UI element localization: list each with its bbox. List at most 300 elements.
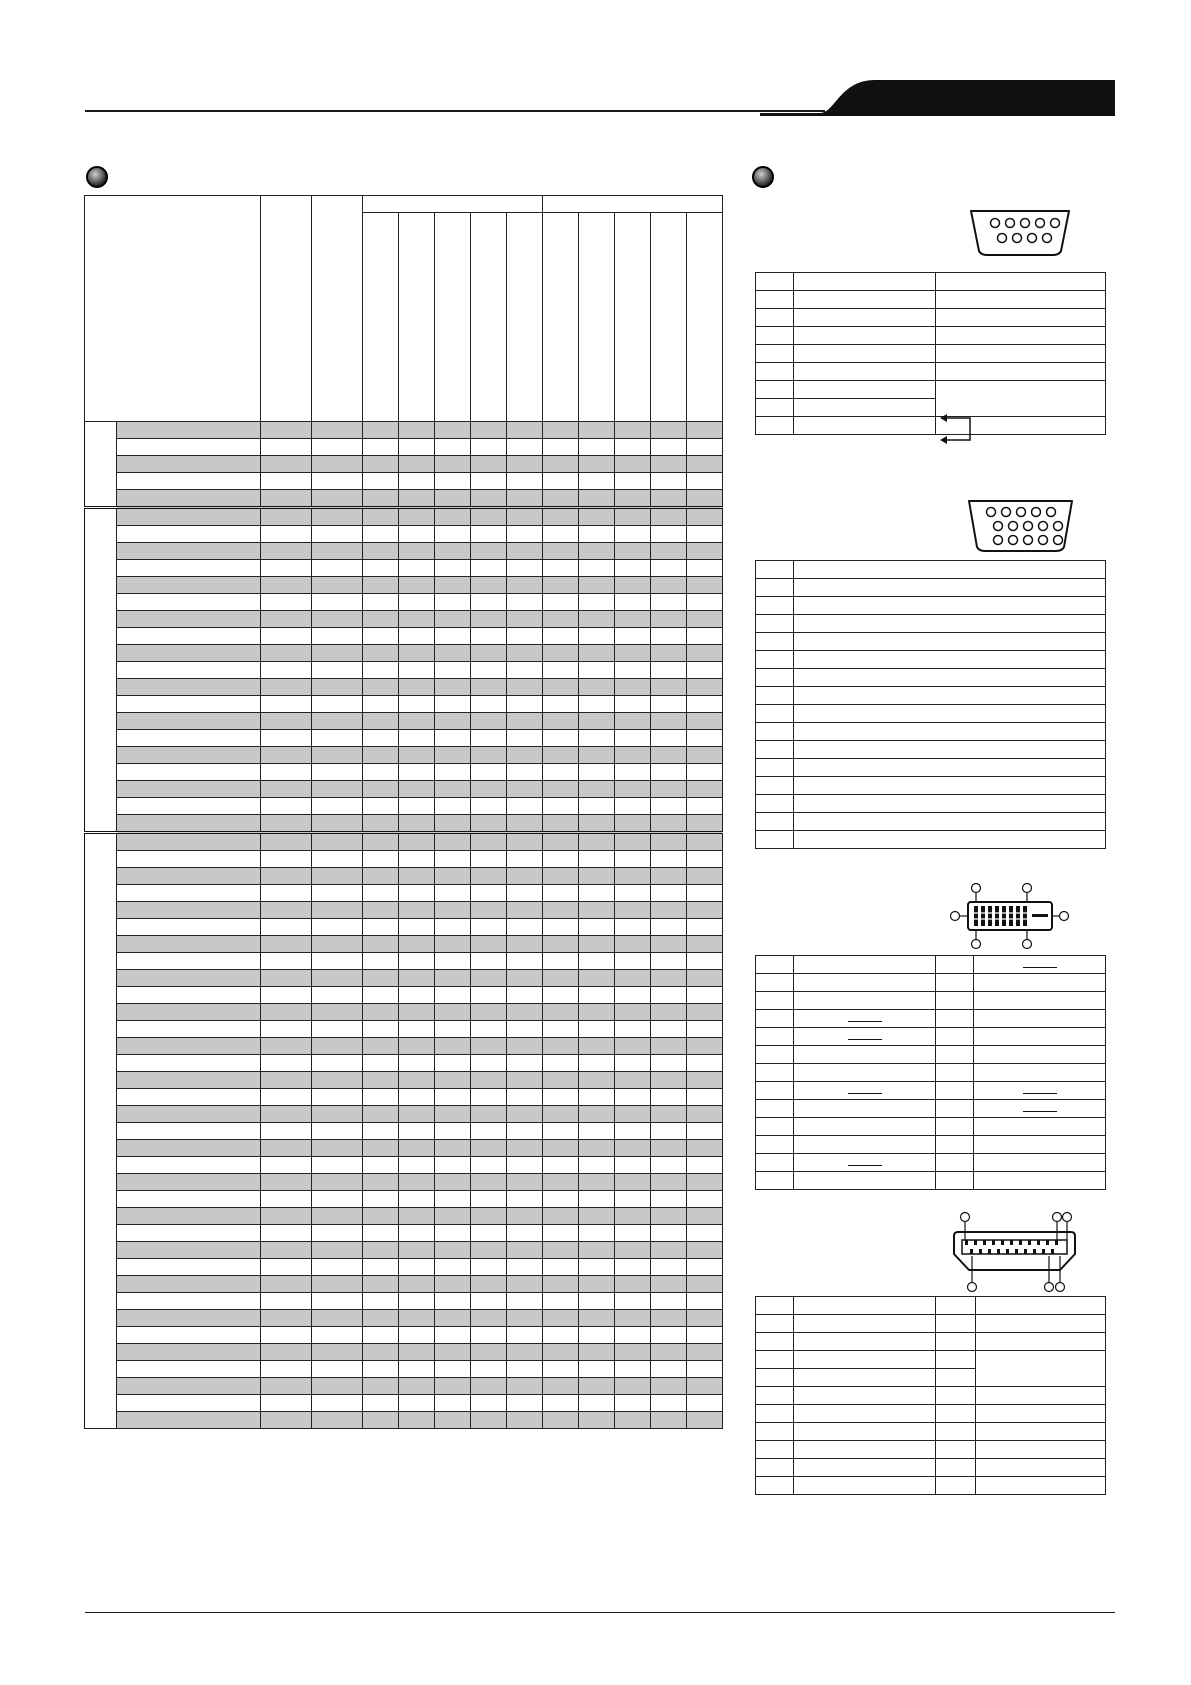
table-cell xyxy=(651,526,687,543)
table-cell xyxy=(507,1378,543,1395)
pin-cell xyxy=(756,741,794,759)
table-cell xyxy=(579,645,615,662)
table-cell xyxy=(543,902,579,919)
table-cell xyxy=(651,456,687,473)
table-cell xyxy=(261,1191,312,1208)
table-cell xyxy=(579,851,615,868)
pin-cell xyxy=(794,1315,936,1333)
pin-cell xyxy=(936,1405,976,1423)
table-cell xyxy=(507,628,543,645)
table-cell xyxy=(615,628,651,645)
table-cell xyxy=(399,747,435,764)
pin-cell xyxy=(794,1405,936,1423)
pin-row xyxy=(756,974,1106,992)
table-cell xyxy=(312,422,363,439)
table-cell xyxy=(687,1344,723,1361)
table-cell xyxy=(363,439,399,456)
table-cell xyxy=(615,594,651,611)
table-cell xyxy=(615,1089,651,1106)
table-cell xyxy=(261,1225,312,1242)
table-cell xyxy=(399,473,435,490)
table-cell xyxy=(687,1242,723,1259)
table-cell xyxy=(471,953,507,970)
d-sub-15-pin-table xyxy=(755,560,1106,849)
header-subcell xyxy=(471,213,507,422)
table-row xyxy=(85,1140,723,1157)
table-cell xyxy=(615,526,651,543)
table-cell xyxy=(651,747,687,764)
table-cell xyxy=(687,919,723,936)
table-cell xyxy=(312,1140,363,1157)
table-cell xyxy=(363,1361,399,1378)
table-cell xyxy=(117,422,261,439)
table-cell xyxy=(543,730,579,747)
dvi-connector-icon xyxy=(948,880,1078,952)
table-cell xyxy=(615,868,651,885)
pin-row xyxy=(756,1297,1106,1315)
pin-row xyxy=(756,327,1106,345)
pin-cell xyxy=(794,813,1106,831)
header-subcell xyxy=(399,213,435,422)
pin-cell xyxy=(756,1046,794,1064)
table-cell xyxy=(507,594,543,611)
table-row xyxy=(85,781,723,798)
pin-cell xyxy=(936,1100,974,1118)
table-row xyxy=(85,747,723,764)
table-cell xyxy=(117,1259,261,1276)
table-cell xyxy=(399,439,435,456)
table-cell xyxy=(471,1089,507,1106)
pin-cell xyxy=(936,974,974,992)
table-cell xyxy=(579,1123,615,1140)
table-cell xyxy=(687,1378,723,1395)
table-cell xyxy=(615,1310,651,1327)
table-cell xyxy=(507,490,543,508)
table-row xyxy=(85,508,723,526)
table-cell xyxy=(261,713,312,730)
table-cell xyxy=(435,662,471,679)
table-cell xyxy=(312,798,363,815)
table-cell xyxy=(543,628,579,645)
table-cell xyxy=(687,628,723,645)
table-cell xyxy=(507,815,543,833)
table-cell xyxy=(435,1259,471,1276)
table-cell xyxy=(435,730,471,747)
table-row xyxy=(85,696,723,713)
table-cell xyxy=(579,1021,615,1038)
table-cell xyxy=(507,1412,543,1429)
table-cell xyxy=(435,1225,471,1242)
table-row xyxy=(85,628,723,645)
table-cell xyxy=(507,1157,543,1174)
pin-row xyxy=(756,273,1106,291)
table-cell xyxy=(261,1259,312,1276)
table-cell xyxy=(615,902,651,919)
table-cell xyxy=(312,679,363,696)
overline-mark xyxy=(1023,1111,1057,1112)
table-cell xyxy=(471,833,507,851)
pin-cell xyxy=(756,705,794,723)
dvi-pin-table xyxy=(755,955,1106,1190)
table-cell xyxy=(435,560,471,577)
table-cell xyxy=(363,1191,399,1208)
table-cell xyxy=(543,1242,579,1259)
table-cell xyxy=(399,422,435,439)
table-cell xyxy=(261,662,312,679)
table-cell xyxy=(471,577,507,594)
table-cell xyxy=(579,577,615,594)
table-cell xyxy=(687,679,723,696)
table-cell xyxy=(471,764,507,781)
table-cell xyxy=(399,764,435,781)
table-cell xyxy=(399,1361,435,1378)
pin-row xyxy=(756,1441,1106,1459)
pin-cell xyxy=(936,1010,974,1028)
table-cell xyxy=(687,970,723,987)
table-cell xyxy=(312,1310,363,1327)
table-cell xyxy=(261,594,312,611)
table-cell xyxy=(579,560,615,577)
table-cell xyxy=(471,868,507,885)
table-cell xyxy=(261,781,312,798)
table-cell xyxy=(117,473,261,490)
table-cell xyxy=(117,1293,261,1310)
table-cell xyxy=(579,662,615,679)
pin-row xyxy=(756,831,1106,849)
table-row xyxy=(85,953,723,970)
pin-row xyxy=(756,795,1106,813)
table-cell xyxy=(507,851,543,868)
table-cell xyxy=(651,1157,687,1174)
pin-row xyxy=(756,669,1106,687)
table-cell xyxy=(687,833,723,851)
table-cell xyxy=(312,1055,363,1072)
table-cell xyxy=(651,662,687,679)
table-cell xyxy=(399,1174,435,1191)
table-cell xyxy=(117,1310,261,1327)
table-cell xyxy=(435,1242,471,1259)
table-cell xyxy=(651,1327,687,1344)
table-cell xyxy=(543,833,579,851)
pin-cell xyxy=(756,291,794,309)
table-cell xyxy=(507,1361,543,1378)
table-cell xyxy=(261,611,312,628)
table-cell xyxy=(261,1123,312,1140)
d-sub-9-pin-table xyxy=(755,272,1106,435)
table-cell xyxy=(117,987,261,1004)
table-row xyxy=(85,1225,723,1242)
table-cell xyxy=(261,970,312,987)
pin-cell xyxy=(794,1064,936,1082)
table-cell xyxy=(615,970,651,987)
table-cell xyxy=(615,1191,651,1208)
table-cell xyxy=(117,611,261,628)
pin-cell xyxy=(794,1136,936,1154)
pin-cell xyxy=(936,1387,976,1405)
header-subcell xyxy=(651,213,687,422)
table-cell xyxy=(579,1344,615,1361)
table-cell xyxy=(687,1055,723,1072)
pin-cell xyxy=(936,291,1106,309)
table-cell xyxy=(261,1361,312,1378)
table-cell xyxy=(312,902,363,919)
table-cell xyxy=(651,1310,687,1327)
pin-cell xyxy=(756,1082,794,1100)
table-cell xyxy=(399,526,435,543)
table-cell xyxy=(615,1123,651,1140)
table-cell xyxy=(471,1344,507,1361)
pin-cell xyxy=(936,992,974,1010)
pin-row xyxy=(756,1423,1106,1441)
pin-cell xyxy=(756,1387,794,1405)
table-cell xyxy=(471,1174,507,1191)
header-row xyxy=(85,196,723,213)
pin-row xyxy=(756,1405,1106,1423)
table-cell xyxy=(471,1123,507,1140)
table-cell xyxy=(543,885,579,902)
table-cell xyxy=(261,1327,312,1344)
table-cell xyxy=(543,422,579,439)
pin-cell xyxy=(936,1154,974,1172)
table-cell xyxy=(651,1089,687,1106)
table-cell xyxy=(117,1123,261,1140)
table-cell xyxy=(435,473,471,490)
table-cell xyxy=(117,1225,261,1242)
pin-row xyxy=(756,1154,1106,1172)
table-cell xyxy=(687,1293,723,1310)
pin-cell xyxy=(794,1100,936,1118)
hdmi-pin-table xyxy=(755,1296,1106,1495)
pin-cell xyxy=(794,579,1106,597)
pin-cell xyxy=(936,273,1106,291)
table-cell xyxy=(363,543,399,560)
pin-cell xyxy=(756,1477,794,1495)
table-cell xyxy=(651,1276,687,1293)
table-cell xyxy=(615,473,651,490)
table-cell xyxy=(117,490,261,508)
table-row xyxy=(85,1361,723,1378)
table-cell xyxy=(312,628,363,645)
table-cell xyxy=(117,798,261,815)
table-cell xyxy=(651,1225,687,1242)
table-cell xyxy=(471,1259,507,1276)
table-cell xyxy=(579,1157,615,1174)
table-cell xyxy=(117,645,261,662)
table-row xyxy=(85,422,723,439)
table-cell xyxy=(507,526,543,543)
table-cell xyxy=(507,1276,543,1293)
table-cell xyxy=(471,679,507,696)
pin-cell xyxy=(976,1387,1106,1405)
table-cell xyxy=(615,1344,651,1361)
pin-cell xyxy=(794,381,936,399)
table-cell xyxy=(312,833,363,851)
table-cell xyxy=(579,1361,615,1378)
table-cell xyxy=(312,1242,363,1259)
table-cell xyxy=(261,679,312,696)
table-cell xyxy=(651,781,687,798)
pin-row xyxy=(756,1136,1106,1154)
table-cell xyxy=(363,1412,399,1429)
table-cell xyxy=(579,798,615,815)
table-cell xyxy=(579,970,615,987)
table-cell xyxy=(687,713,723,730)
table-cell xyxy=(261,1293,312,1310)
table-cell xyxy=(435,1123,471,1140)
table-cell xyxy=(615,1293,651,1310)
header-subcell xyxy=(615,213,651,422)
table-cell xyxy=(471,1191,507,1208)
table-cell xyxy=(471,1310,507,1327)
table-cell xyxy=(435,851,471,868)
return-arrow-icon xyxy=(938,413,978,445)
table-row xyxy=(85,439,723,456)
table-row xyxy=(85,815,723,833)
table-row xyxy=(85,798,723,815)
pin-row xyxy=(756,1064,1106,1082)
table-cell xyxy=(312,439,363,456)
table-row xyxy=(85,645,723,662)
table-cell xyxy=(543,1072,579,1089)
table-cell xyxy=(651,1072,687,1089)
table-cell xyxy=(543,490,579,508)
table-cell xyxy=(471,1055,507,1072)
pin-cell xyxy=(756,1333,794,1351)
pin-cell xyxy=(756,956,794,974)
table-cell xyxy=(261,526,312,543)
table-cell xyxy=(651,645,687,662)
table-cell xyxy=(651,439,687,456)
table-cell xyxy=(435,1310,471,1327)
table-cell xyxy=(543,679,579,696)
table-row xyxy=(85,1106,723,1123)
table-cell xyxy=(687,1259,723,1276)
table-cell xyxy=(687,747,723,764)
table-cell xyxy=(471,645,507,662)
table-cell xyxy=(312,1072,363,1089)
table-cell xyxy=(312,456,363,473)
header-subcell xyxy=(543,213,579,422)
pin-cell xyxy=(794,992,936,1010)
table-row xyxy=(85,833,723,851)
table-cell xyxy=(435,594,471,611)
table-cell xyxy=(651,1412,687,1429)
table-cell xyxy=(117,1004,261,1021)
table-cell xyxy=(435,645,471,662)
hdmi-connector-icon xyxy=(948,1210,1083,1294)
table-cell xyxy=(261,1378,312,1395)
table-cell xyxy=(687,1174,723,1191)
pin-cell xyxy=(756,974,794,992)
table-cell xyxy=(435,987,471,1004)
table-cell xyxy=(507,1293,543,1310)
table-cell xyxy=(363,815,399,833)
pin-cell xyxy=(756,597,794,615)
table-cell xyxy=(471,1225,507,1242)
table-cell xyxy=(687,1004,723,1021)
table-cell xyxy=(312,747,363,764)
table-cell xyxy=(363,645,399,662)
pin-cell xyxy=(936,1333,976,1351)
table-cell xyxy=(543,1276,579,1293)
table-cell xyxy=(363,987,399,1004)
table-cell xyxy=(687,1157,723,1174)
table-cell xyxy=(363,1327,399,1344)
table-cell xyxy=(363,577,399,594)
pin-cell xyxy=(794,1028,936,1046)
table-cell xyxy=(363,953,399,970)
table-cell xyxy=(507,696,543,713)
pin-cell xyxy=(936,1351,976,1369)
d-sub-9-pin-connector-icon xyxy=(965,205,1075,261)
table-cell xyxy=(117,953,261,970)
pin-cell xyxy=(794,705,1106,723)
table-cell xyxy=(471,439,507,456)
table-cell xyxy=(261,919,312,936)
table-cell xyxy=(651,508,687,526)
table-row xyxy=(85,868,723,885)
table-cell xyxy=(435,833,471,851)
table-cell xyxy=(579,628,615,645)
pin-cell xyxy=(756,1136,794,1154)
pin-cell xyxy=(794,1118,936,1136)
pin-cell xyxy=(756,579,794,597)
table-cell xyxy=(399,815,435,833)
table-cell xyxy=(615,1106,651,1123)
table-cell xyxy=(471,422,507,439)
table-cell xyxy=(543,560,579,577)
table-cell xyxy=(312,611,363,628)
table-cell xyxy=(687,662,723,679)
table-cell xyxy=(687,1123,723,1140)
table-cell xyxy=(579,473,615,490)
table-cell xyxy=(117,628,261,645)
table-cell xyxy=(399,1310,435,1327)
table-cell xyxy=(435,1089,471,1106)
table-cell xyxy=(399,987,435,1004)
table-cell xyxy=(117,970,261,987)
table-cell xyxy=(117,1327,261,1344)
pin-cell xyxy=(794,1010,936,1028)
table-row xyxy=(85,1038,723,1055)
table-cell xyxy=(399,679,435,696)
table-cell xyxy=(471,490,507,508)
table-cell xyxy=(363,1242,399,1259)
table-cell xyxy=(651,628,687,645)
table-cell xyxy=(312,936,363,953)
table-cell xyxy=(651,851,687,868)
table-cell xyxy=(543,645,579,662)
table-cell xyxy=(399,577,435,594)
pin-cell xyxy=(936,381,1106,417)
table-cell xyxy=(261,508,312,526)
pin-cell xyxy=(976,1351,1106,1387)
pin-cell xyxy=(794,1477,936,1495)
pin-cell xyxy=(974,1082,1106,1100)
table-cell xyxy=(615,747,651,764)
table-cell xyxy=(507,747,543,764)
pin-cell xyxy=(756,273,794,291)
table-cell xyxy=(615,1021,651,1038)
table-cell xyxy=(261,1072,312,1089)
table-cell xyxy=(117,1157,261,1174)
table-cell xyxy=(615,1038,651,1055)
table-cell xyxy=(543,1327,579,1344)
table-cell xyxy=(687,1038,723,1055)
table-cell xyxy=(543,851,579,868)
pin-cell xyxy=(974,1046,1106,1064)
table-cell xyxy=(471,1242,507,1259)
